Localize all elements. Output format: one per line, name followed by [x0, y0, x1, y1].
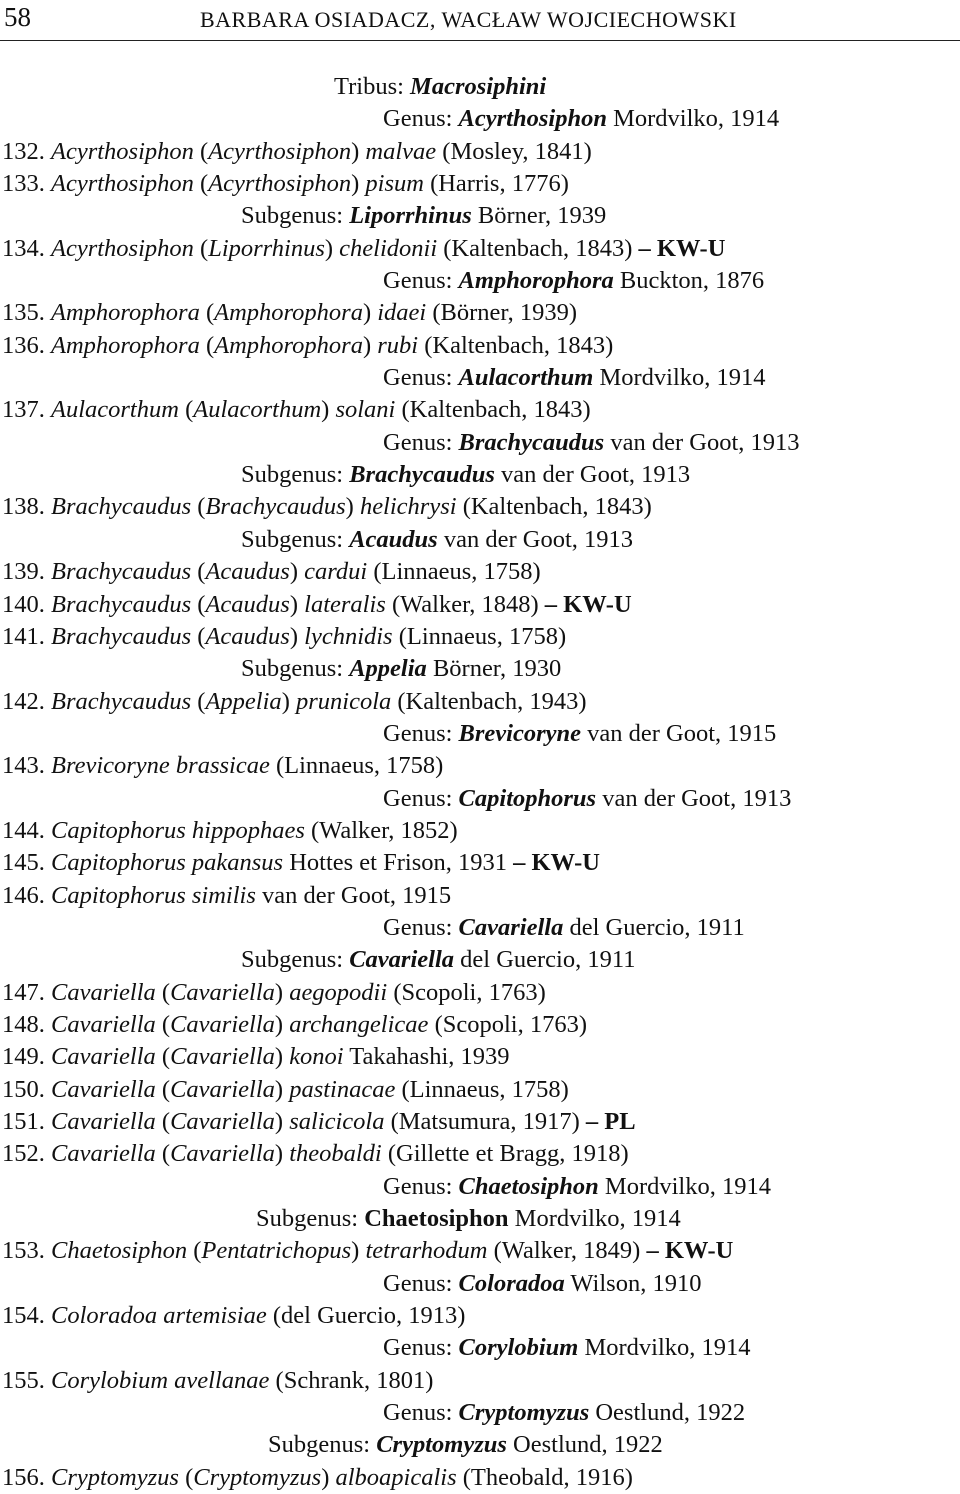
text-fragment: (	[191, 687, 206, 715]
region-code: – KW-U	[638, 234, 726, 262]
taxon-name: Acyrthosiphon	[208, 137, 352, 165]
text-fragment: Tribus:	[334, 73, 411, 100]
taxon-name-bold: Capitophorus	[458, 784, 597, 812]
taxon-name: Cavariella	[51, 1108, 156, 1135]
text-fragment: Genus:	[383, 364, 459, 392]
text-fragment: 141.	[2, 622, 51, 650]
taxon-name: Acaudus	[205, 622, 290, 650]
text-fragment: (	[155, 1043, 171, 1071]
text-fragment: (	[191, 590, 206, 618]
text-fragment: Mordvilko, 1914	[578, 1334, 751, 1362]
text-fragment: Genus:	[383, 1269, 459, 1297]
text-fragment: (Gillette et Bragg, 1918)	[381, 1140, 629, 1168]
taxon-heading	[0, 944, 960, 976]
text-fragment: (	[193, 234, 209, 262]
taxon-name: cardui	[304, 558, 368, 586]
text-fragment: )	[289, 558, 305, 586]
text-fragment: (Kaltenbach, 1843)	[395, 396, 591, 424]
taxon-heading	[0, 71, 960, 103]
text-fragment: del Guercio, 1911	[454, 946, 636, 974]
taxon-heading	[0, 200, 960, 232]
text-fragment: (Scopoli, 1763)	[428, 1010, 587, 1038]
taxon-name: Aulacorthum	[51, 396, 179, 424]
taxon-name: Amphorophora	[51, 331, 200, 359]
taxon-heading	[0, 1332, 960, 1364]
text-fragment: )	[345, 493, 360, 521]
taxon-name: Chaetosiphon	[51, 1237, 188, 1265]
text-fragment: (	[155, 978, 171, 1006]
text-fragment: )	[274, 1010, 290, 1038]
text-fragment: Genus:	[383, 105, 459, 133]
taxon-name: lychnidis	[304, 622, 393, 650]
text-fragment: (	[191, 622, 206, 650]
species-entry	[0, 1235, 960, 1267]
taxon-name: Cavariella	[51, 1075, 156, 1103]
species-entry	[0, 1365, 960, 1397]
taxon-name: Cavariella	[51, 978, 156, 1006]
text-fragment: Mordvilko, 1914	[606, 105, 780, 133]
text-fragment: Subgenus:	[241, 461, 350, 489]
taxon-name: prunicola	[295, 687, 392, 715]
text-fragment: 146.	[2, 881, 51, 909]
taxon-name: Brachycaudus	[51, 558, 192, 586]
text-fragment: )	[274, 1140, 290, 1168]
text-fragment: Mordvilko, 1914	[593, 364, 766, 392]
taxon-name: Capitophorus similis	[51, 881, 256, 909]
text-fragment: 150.	[2, 1075, 51, 1103]
text-fragment: Subgenus:	[256, 1205, 365, 1233]
taxon-name: archangelicae	[289, 1010, 429, 1038]
species-entry	[0, 168, 960, 200]
text-fragment: van der Goot, 1913	[604, 428, 800, 456]
taxon-heading	[0, 1171, 960, 1203]
taxon-name: Brachycaudus	[51, 493, 192, 521]
taxon-name: Acyrthosiphon	[51, 234, 194, 262]
taxon-name-bold: Amphorophora	[458, 267, 614, 295]
text-fragment: )	[321, 396, 336, 424]
text-fragment: (	[178, 396, 194, 424]
taxon-name: konoi	[289, 1043, 344, 1071]
text-fragment: Subgenus:	[268, 1431, 377, 1459]
text-fragment: Subgenus:	[241, 202, 350, 230]
taxon-name: alboapicalis	[335, 1463, 457, 1491]
text-fragment: van der Goot, 1915	[255, 881, 452, 909]
taxon-name: Cavariella	[51, 1140, 156, 1168]
taxon-name: Brevicoryne brassicae	[51, 752, 270, 780]
taxon-name: Cryptomyzus	[51, 1463, 179, 1491]
taxon-name-bold: Liporrhinus	[349, 202, 472, 230]
taxon-name-bold: Cavariella	[458, 913, 564, 941]
taxon-name: Coloradoa artemisiae	[51, 1302, 267, 1330]
text-fragment: (	[191, 493, 206, 521]
text-fragment: )	[274, 1108, 290, 1135]
text-fragment: van der Goot, 1913	[437, 525, 634, 553]
species-entry	[0, 880, 960, 912]
taxon-heading	[0, 524, 960, 556]
text-fragment: Börner, 1930	[426, 655, 562, 683]
taxon-name: Cavariella	[170, 1010, 275, 1038]
taxon-heading	[0, 362, 960, 394]
taxon-name-bold: Cavariella	[349, 946, 455, 974]
text-fragment: (Linnaeus, 1758)	[269, 752, 444, 780]
species-entry	[0, 297, 960, 329]
text-fragment: 135.	[2, 299, 51, 327]
taxon-heading	[0, 783, 960, 815]
species-entry	[0, 1462, 960, 1494]
species-entry	[0, 1009, 960, 1041]
taxon-heading	[0, 1429, 960, 1461]
text-fragment: Genus:	[383, 913, 459, 941]
taxon-name: Brachycaudus	[51, 622, 192, 650]
text-fragment: )	[274, 978, 290, 1006]
text-fragment: )	[324, 234, 340, 262]
species-entry	[0, 491, 960, 523]
text-fragment: (Theobald, 1916)	[456, 1463, 633, 1491]
text-fragment: (Walker, 1848)	[385, 590, 545, 618]
page-number: 58	[4, 2, 31, 32]
taxon-name: Cavariella	[170, 1140, 275, 1168]
taxon-name: pisum	[365, 170, 424, 198]
species-entry	[0, 136, 960, 168]
text-fragment: del Guercio, 1911	[563, 913, 745, 941]
region-code: – KW-U	[646, 1237, 734, 1265]
text-fragment: 142.	[2, 687, 51, 715]
text-fragment: )	[351, 137, 366, 165]
taxon-heading	[0, 912, 960, 944]
text-fragment: 154.	[2, 1302, 51, 1330]
text-fragment: 147.	[2, 978, 51, 1006]
taxon-name: chelidonii	[339, 234, 438, 262]
text-fragment: (Kaltenbach, 1843)	[437, 234, 639, 262]
text-fragment: (Matsumura, 1917)	[384, 1108, 586, 1135]
species-entry	[0, 1041, 960, 1073]
page-header	[0, 0, 960, 41]
taxon-name: Corylobium avellanae	[51, 1366, 270, 1394]
taxon-name-bold: Acaudus	[349, 525, 438, 553]
text-fragment: )	[362, 299, 378, 327]
text-fragment: (Linnaeus, 1758)	[367, 558, 541, 586]
taxon-name-bold: Brachycaudus	[458, 428, 605, 456]
text-fragment: (	[199, 299, 215, 327]
text-fragment: Mordvilko, 1914	[598, 1172, 771, 1200]
taxon-name: Pentatrichopus	[201, 1237, 352, 1265]
text-fragment: 155.	[2, 1366, 51, 1394]
text-fragment: 136.	[2, 331, 51, 359]
species-entry	[0, 589, 960, 621]
taxon-name-bold: Brachycaudus	[349, 461, 495, 489]
text-fragment: Genus:	[383, 1172, 459, 1200]
taxon-name: lateralis	[304, 590, 386, 618]
taxon-name: Cavariella	[51, 1043, 156, 1071]
taxon-heading	[0, 1397, 960, 1429]
species-entry	[0, 394, 960, 426]
species-entry	[0, 1106, 960, 1138]
text-fragment: van der Goot, 1913	[494, 461, 691, 489]
species-entry	[0, 750, 960, 782]
text-fragment: 153.	[2, 1237, 51, 1265]
species-entry	[0, 686, 960, 718]
text-fragment: 132.	[2, 137, 51, 165]
text-fragment: (	[155, 1010, 171, 1038]
text-fragment: 134.	[2, 234, 51, 262]
taxon-name: Cavariella	[170, 1075, 275, 1103]
text-fragment: )	[274, 1075, 290, 1103]
text-fragment: (Börner, 1939)	[426, 299, 577, 327]
text-fragment: 140.	[2, 590, 51, 618]
text-fragment: (Kaltenbach, 1943)	[391, 687, 587, 715]
text-fragment: Buckton, 1876	[613, 267, 765, 295]
taxon-name: solani	[335, 396, 396, 424]
text-fragment: 144.	[2, 816, 51, 844]
taxon-name: malvae	[365, 137, 437, 165]
text-fragment: )	[351, 170, 366, 198]
taxon-name: Cavariella	[170, 1043, 275, 1071]
text-fragment: (	[155, 1140, 171, 1168]
text-fragment: Börner, 1939	[471, 202, 607, 230]
taxon-name: salicicola	[289, 1108, 385, 1135]
taxon-name: tetrarhodum	[365, 1237, 488, 1265]
taxon-heading	[0, 427, 960, 459]
taxon-name: Brachycaudus	[205, 493, 346, 521]
region-code: – KW-U	[544, 590, 632, 618]
taxon-name: Cavariella	[170, 1108, 275, 1135]
text-fragment: )	[362, 331, 378, 359]
text-fragment: 152.	[2, 1140, 51, 1168]
region-code: – KW-U	[513, 849, 600, 877]
taxon-name: Appelia	[205, 687, 282, 715]
text-fragment: 143.	[2, 752, 51, 780]
text-fragment: Genus:	[383, 267, 459, 295]
text-fragment: (Linnaeus, 1758)	[395, 1075, 569, 1103]
taxon-name-bold: Chaetosiphon	[458, 1172, 599, 1200]
species-entry	[0, 621, 960, 653]
text-fragment: Hottes et Frison, 1931	[283, 849, 514, 877]
text-fragment: Takahashi, 1939	[343, 1043, 510, 1071]
taxon-name-bold: Corylobium	[458, 1334, 579, 1362]
taxon-name: Capitophorus hippophaes	[51, 816, 305, 844]
text-fragment: (	[178, 1463, 194, 1491]
text-fragment: (	[191, 558, 206, 586]
text-fragment: 148.	[2, 1010, 51, 1038]
species-entry	[0, 977, 960, 1009]
text-fragment: )	[289, 622, 305, 650]
taxon-name: Amphorophora	[214, 299, 363, 327]
taxon-name: Acyrthosiphon	[51, 137, 194, 165]
taxon-name-bold: Macrosiphini	[410, 73, 547, 100]
text-fragment: Subgenus:	[241, 525, 350, 553]
text-fragment: (Kaltenbach, 1843)	[456, 493, 652, 521]
taxon-name: Brachycaudus	[51, 687, 192, 715]
text-fragment: 151.	[2, 1108, 51, 1135]
taxon-name-bold: Cryptomyzus	[458, 1399, 590, 1427]
taxon-heading	[0, 718, 960, 750]
text-fragment: Mordvilko, 1914	[508, 1205, 681, 1233]
species-entry	[0, 847, 960, 879]
species-entry	[0, 556, 960, 588]
taxon-name: Cryptomyzus	[193, 1463, 322, 1491]
text-fragment: Oestlund, 1922	[506, 1431, 663, 1459]
taxon-name: Acyrthosiphon	[208, 170, 352, 198]
running-head: BARBARA OSIADACZ, WACŁAW WOJCIECHOWSKI	[200, 7, 737, 32]
taxon-name: Liporrhinus	[208, 234, 325, 262]
text-fragment: Wilson, 1910	[564, 1269, 702, 1297]
text-fragment: (Walker, 1849)	[487, 1237, 647, 1265]
taxon-name: Cavariella	[170, 978, 275, 1006]
text-fragment: (Harris, 1776)	[423, 170, 569, 198]
text-fragment: (Mosley, 1841)	[436, 137, 592, 165]
text-fragment: (	[155, 1075, 171, 1103]
text-fragment: 137.	[2, 396, 51, 424]
taxon-name-bold: Cryptomyzus	[376, 1431, 507, 1459]
taxon-name: aegopodii	[289, 978, 388, 1006]
taxon-heading	[0, 265, 960, 297]
text-fragment: (Walker, 1852)	[304, 816, 458, 844]
region-code: Chaetosiphon	[364, 1205, 509, 1233]
taxon-heading	[0, 653, 960, 685]
text-fragment: (	[199, 331, 215, 359]
taxon-name-bold: Coloradoa	[458, 1269, 565, 1297]
text-fragment: Genus:	[383, 784, 459, 812]
taxon-name: theobaldi	[289, 1140, 382, 1168]
taxon-name: pastinacae	[289, 1075, 396, 1103]
text-fragment: (	[187, 1237, 202, 1265]
text-fragment: 133.	[2, 170, 51, 198]
text-fragment: 138.	[2, 493, 51, 521]
text-fragment: Genus:	[383, 1334, 459, 1362]
species-entry	[0, 233, 960, 265]
text-fragment: 139.	[2, 558, 51, 586]
taxon-name: Amphorophora	[51, 299, 200, 327]
taxon-name: Capitophorus pakansus	[51, 849, 284, 877]
species-entry	[0, 330, 960, 362]
text-fragment: (	[155, 1108, 171, 1135]
species-entry	[0, 815, 960, 847]
species-entry	[0, 1074, 960, 1106]
taxon-name: Acaudus	[205, 590, 290, 618]
taxon-name-bold: Brevicoryne	[458, 719, 582, 747]
taxon-name: idaei	[377, 299, 427, 327]
taxon-name: Amphorophora	[214, 331, 363, 359]
taxon-name-bold: Acyrthosiphon	[458, 105, 607, 133]
text-fragment: (Scopoli, 1763)	[387, 978, 546, 1006]
region-code: – PL	[585, 1108, 636, 1135]
taxon-name-bold: Appelia	[349, 655, 427, 683]
text-fragment: Genus:	[383, 719, 459, 747]
text-fragment: 156.	[2, 1463, 51, 1491]
text-fragment: (Kaltenbach, 1843)	[418, 331, 614, 359]
text-fragment: Subgenus:	[241, 946, 350, 974]
taxon-name: Brachycaudus	[51, 590, 192, 618]
text-fragment: Oestlund, 1922	[589, 1399, 746, 1427]
text-fragment: 145.	[2, 849, 51, 877]
taxon-name: Cavariella	[51, 1010, 156, 1038]
text-fragment: Subgenus:	[241, 655, 350, 683]
text-fragment: )	[274, 1043, 290, 1071]
text-fragment: )	[281, 687, 296, 715]
taxon-name: Acaudus	[205, 558, 290, 586]
taxon-name: helichrysi	[359, 493, 457, 521]
taxon-heading	[0, 103, 960, 135]
text-fragment: (Schrank, 1801)	[269, 1366, 434, 1394]
taxon-list	[0, 71, 960, 1494]
text-fragment: 149.	[2, 1043, 51, 1071]
species-entry	[0, 1138, 960, 1170]
species-entry	[0, 1300, 960, 1332]
text-fragment: (del Guercio, 1913)	[266, 1302, 466, 1330]
taxon-heading	[0, 459, 960, 491]
text-fragment: van der Goot, 1915	[581, 719, 777, 747]
taxon-name: Acyrthosiphon	[51, 170, 194, 198]
taxon-name: Aulacorthum	[193, 396, 322, 424]
taxon-name-bold: Aulacorthum	[458, 364, 594, 392]
taxon-heading	[0, 1203, 960, 1235]
text-fragment: (Linnaeus, 1758)	[392, 622, 567, 650]
text-fragment: (	[193, 137, 209, 165]
text-fragment: van der Goot, 1913	[596, 784, 792, 812]
text-fragment: )	[321, 1463, 336, 1491]
text-fragment: )	[351, 1237, 366, 1265]
text-fragment: )	[289, 590, 305, 618]
text-fragment: Genus:	[383, 428, 459, 456]
taxon-name: rubi	[377, 331, 419, 359]
text-fragment: Genus:	[383, 1399, 459, 1427]
taxon-heading	[0, 1268, 960, 1300]
text-fragment: (	[193, 170, 209, 198]
